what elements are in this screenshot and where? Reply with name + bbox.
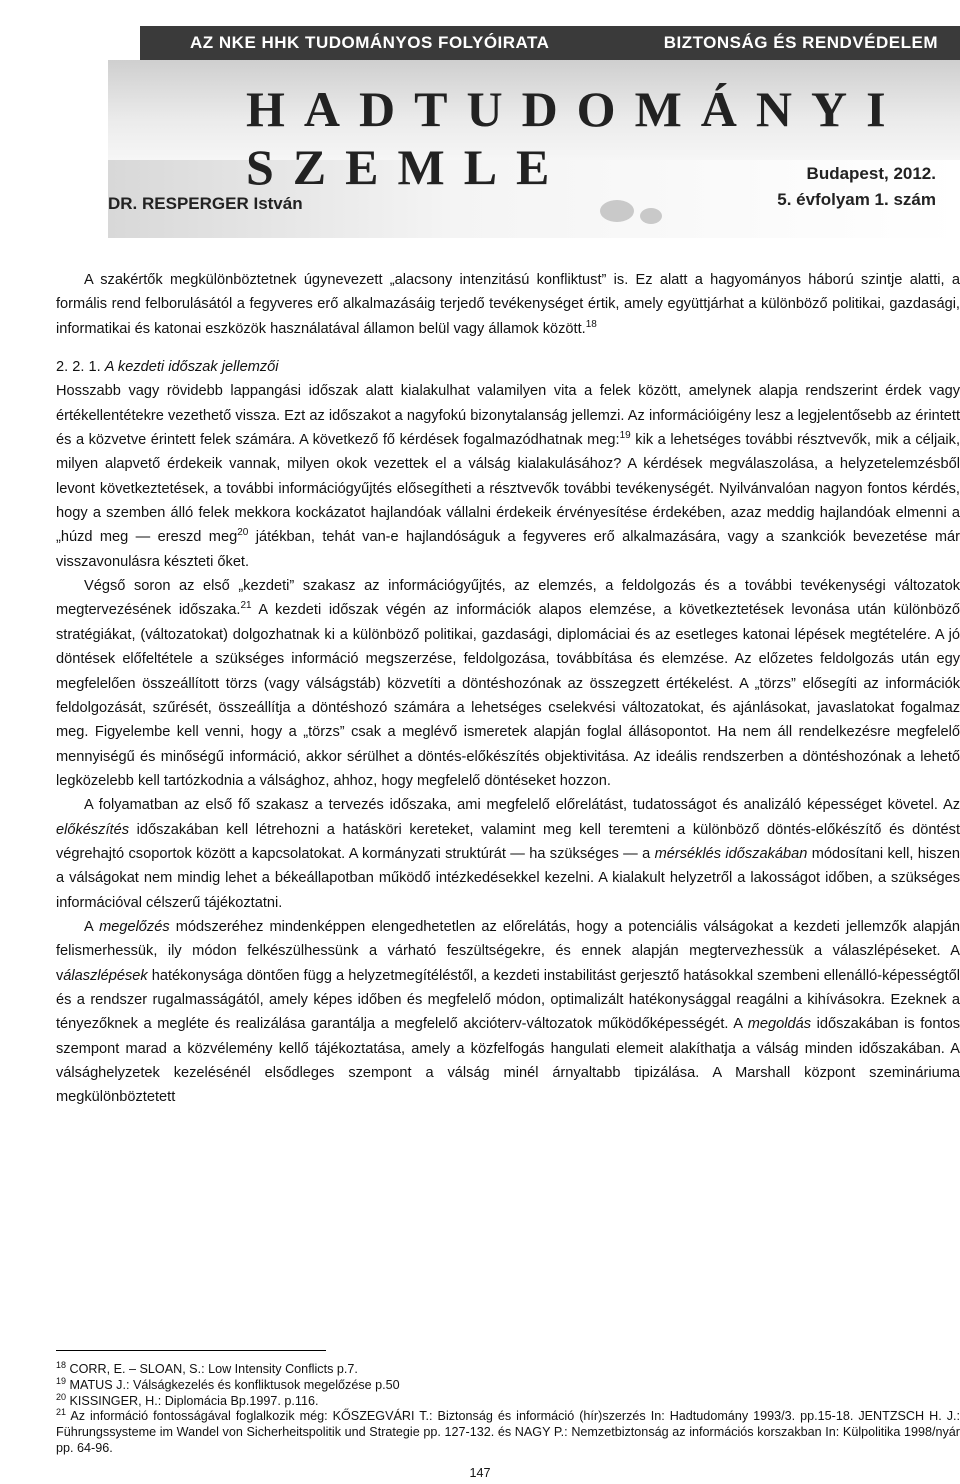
footnote-ref[interactable]: 20 bbox=[237, 527, 249, 539]
article-body bbox=[56, 268, 960, 1110]
paragraph: A szakértők megkülönböztetnek úgynevezett „alacsony intenzitású konfliktust” is. Ez alatt a hagyományos háború szintje alatti, a formális rend felborulásától a fegyveres erő alkalmazásáig terjedő tevékenységet értik, amely együttjárhat a különböző politikai, gazdasági, informatikai és katonai eszközök használatával államon belül vagy államok között.$^{18}$ bbox=[56, 272, 960, 337]
journal-title: HADTUDOMÁNYI SZEMLE bbox=[246, 81, 905, 195]
footnote: $^{19}$ MATUS J.: Válságkezelés és konfliktusok megelőzése p.50 bbox=[56, 1375, 400, 1392]
publication-place-date: Budapest, 2012. bbox=[806, 164, 936, 183]
footnote-ref[interactable]: 19 bbox=[619, 430, 631, 442]
section-heading bbox=[56, 355, 960, 379]
emphasis: megoldás bbox=[747, 1016, 812, 1033]
decorative-swirl bbox=[600, 200, 634, 222]
emphasis: álaszlépések bbox=[63, 967, 148, 984]
paragraph: Hosszabb vagy rövidebb lappangási időszak alatt kialakulhat valamilyen vita a felek között, amelynek alapja rendszerint érdek vagy értékellentétekre vezethető vissza. Ezt az időszakot a nagyfokú bizonytalanság jellemzi. Az információigény lesz a legjelentősebb az érintett és a közvetve érintett felek számára. A következő fő kérdések fogalmazódhatnak meg:$^{19}$ kik a lehetséges további résztvevők, mik a céljaik, milyen alapvető érdekeik vannak, milyen okok vezettek el a válság kialakulásához? A kérdések megválaszolása, a helyzetelemzésből levont következtetések, a további információgyűjtés elősegítheti a résztvevők további tevékenységét. Nyilvánvalóan nagyon fontos kérdés, hogy a szemben álló felek mekkora kockázatot hajlandóak vállalni érdekeik érvényesítése érdekében, azaz meddig hajlandóak elmenni a „húzd meg — ereszd meg$^{20}$ játékban, tehát van-e hajlandóságuk a fegyveres erő alkalmazására, vagy a szankciók bevezetése már visszavonulásra készteti őket. bbox=[56, 383, 960, 570]
footnote: $^{20}$ KISSINGER, H.: Diplomácia Bp.1997. p.116. bbox=[56, 1391, 319, 1408]
paragraph: A folyamatban az első fő szakasz a tervezés időszaka, ami megfelelő előrelátást, tudatosságot és analizáló képességet követel. Az előkészítés időszakában kell létrehozni a hatásköri kereteket, valamint meg kell teremteni a különböző döntés-előkészítő és döntést végrehajtó csoportok között a kapcsolatokat. A kormányzati struktúrát — ha szükséges — a mérséklés időszakában módosítani kell, hiszen a válságokat nem mindig lehet a békeállapotban működő intézkedésekkel kezelni. A kialakult helyzetről a lakosságot időben, a szükséges információval célszerű tájékoztatni. bbox=[56, 797, 960, 911]
paragraph: A megelőzés módszeréhez mindenképpen elengedhetetlen az előrelátás, hogy a potenciális válságokat a kezdeti jellemzők alapján felismerhessük, ily módon felkészülhessünk a várható feszültségekre, és ennek alapján megtervezhessük a válaszlépéseket. A válaszlépések hatékonysága döntően függ a helyzetmegítéléstől, a kezdeti instabilitást gerjesztő hatásokkal szembeni ellenálló-képességtől és a rendszer rugalmasságától, amely képes időben és megfelelő módon, optimalizált hatékonysággal reagálni a kihívásokra. Ezeknek a tényezőknek a megléte és realizálása garantálja a megfelelő akcióterv-változatok működőképességét. A megoldás időszakában is fontos szempont marad a közvélemény kellő tájékoztatása, amely a közfelfogás hangulati elemeit alakíthatja a válság minden időszakában. A válsághelyzetek kezelésénél elsődleges szempont a válság minél árnyaltabb tipizálása. A Marshall központ szemináriuma megkülönböztetett bbox=[56, 918, 960, 1106]
paragraph: Végső soron az első „kezdeti” szakasz az információgyűjtés, az elemzés, a feldolgozás és a további tevékenységi változatok megtervezésének időszaka.$^{21}$ A kezdeti időszak végén az információk alapos elemzése, a következtetések levonása után különböző stratégiákat, (változatokat) dolgozhatnak ki a különböző politikai, gazdasági, diplomáciai és az esetleges katonai lépések megtételére. A jó döntések előfeltétele a szükséges információ megszerzése, feldolgozása, továbbítása és elemzése. Az előzetes feldolgozás után egy megfelelően összeállított törzs (vagy válságstáb) közvetíti a döntéshozónak az összegzett értékelést. A „törzs” elősegíti az információk feldolgozását, szűrését, összeállítja a döntéshozó számára a lehetséges cselekvési változatokat, és ajánlásokat, javaslatokat fogalmaz meg. Figyelembe kell venni, hogy a „törzs” csak a meglévő ismeretek alapján foglal állásopontot. Ha nem áll rendelkezésre megfelelő mennyiségű és minőségű információ, akkor sérülhet a döntés-előkészítés objektivitása. Az ideális rendszerben a döntéshozónak a lehető legközelebb kell tartózkodnia a válsághoz, ahhoz, hogy megfelelő döntéseket hozzon. bbox=[56, 578, 960, 789]
journal-section: BIZTONSÁG ÉS RENDVÉDELEM bbox=[663, 33, 938, 52]
page-number: 147 bbox=[469, 1466, 491, 1480]
section-title: A kezdeti időszak jellemzői bbox=[104, 359, 279, 376]
author-name: DR. RESPERGER István bbox=[108, 194, 303, 213]
footnote: $^{18}$ CORR, E. – SLOAN, S.: Low Intensity Conflicts p.7. bbox=[56, 1359, 358, 1376]
emphasis: előkészítés bbox=[56, 821, 130, 838]
footnote-ref[interactable]: 21 bbox=[240, 600, 252, 612]
emphasis: megelőzés bbox=[99, 918, 170, 935]
footnote: $^{21}$ Az információ fontosságával foglalkozik még: KŐSZEGVÁRI T.: Biztonság és információ (hír)szerzés In: Hadtudomány 1993/3. pp.15-18. JENTZSCH H. J.: Führungssysteme im Wandel von Sicherheitspolitik und Strategie pp. 127-132. és NAGY P.: Nemzetbiztonság az információs korszakban In: Külpolitika 1998/nyár pp. 64-96. bbox=[56, 1407, 960, 1455]
decorative-swirl bbox=[640, 208, 662, 224]
journal-name: AZ NKE HHK TUDOMÁNYOS FOLYÓIRATA bbox=[190, 33, 550, 52]
emphasis: mérséklés időszakában bbox=[654, 845, 808, 862]
footnotes bbox=[56, 1359, 960, 1457]
journal-header bbox=[0, 0, 960, 248]
issue-number: 5. évfolyam 1. szám bbox=[777, 190, 936, 209]
footnote-ref[interactable]: 18 bbox=[585, 318, 597, 330]
footnote-separator bbox=[56, 1350, 326, 1351]
section-number: 2. 2. 1. bbox=[56, 359, 101, 376]
